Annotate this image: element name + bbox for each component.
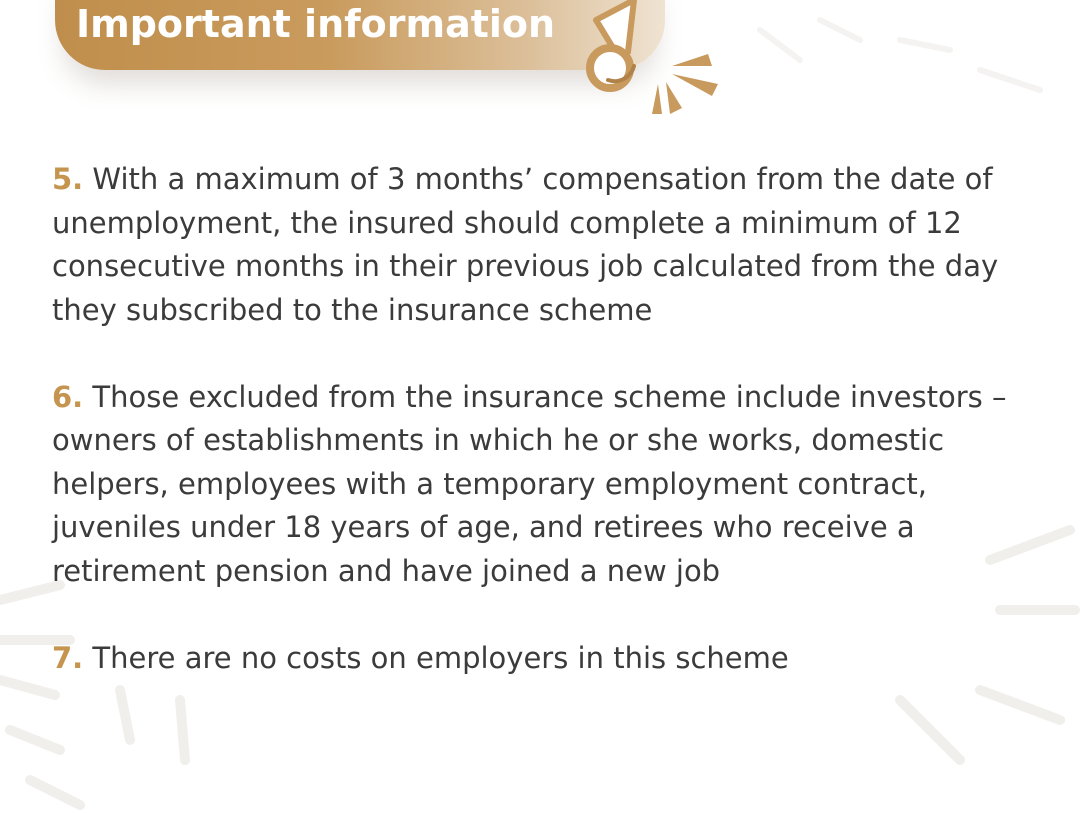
information-list [52, 158, 1042, 680]
banner-title: Important information [76, 2, 556, 46]
exclamation-icon [560, 0, 730, 120]
info-item-5 [52, 158, 1042, 332]
info-item-7 [52, 637, 1042, 681]
info-item-text: There are no costs on employers in this scheme [83, 640, 789, 675]
info-item-text: With a maximum of 3 months’ compensation from the date of unemployment, the insured should complete a minimum of 12 consecutive months in their previous job calculated from the day they subscribed to the insurance scheme [52, 162, 999, 327]
info-item-number: 7. [52, 640, 84, 675]
info-item-6 [52, 376, 1042, 594]
info-item-number: 5. [52, 162, 84, 196]
info-item-number: 6. [52, 379, 84, 414]
info-item-text: Those excluded from the insurance scheme include investors – owners of establishments in which he or she works, domestic helpers, employees with a temporary employment contract, juveniles under 18 years of age, and retirees who receive a retirement pension and have joined a new job [52, 379, 1007, 588]
